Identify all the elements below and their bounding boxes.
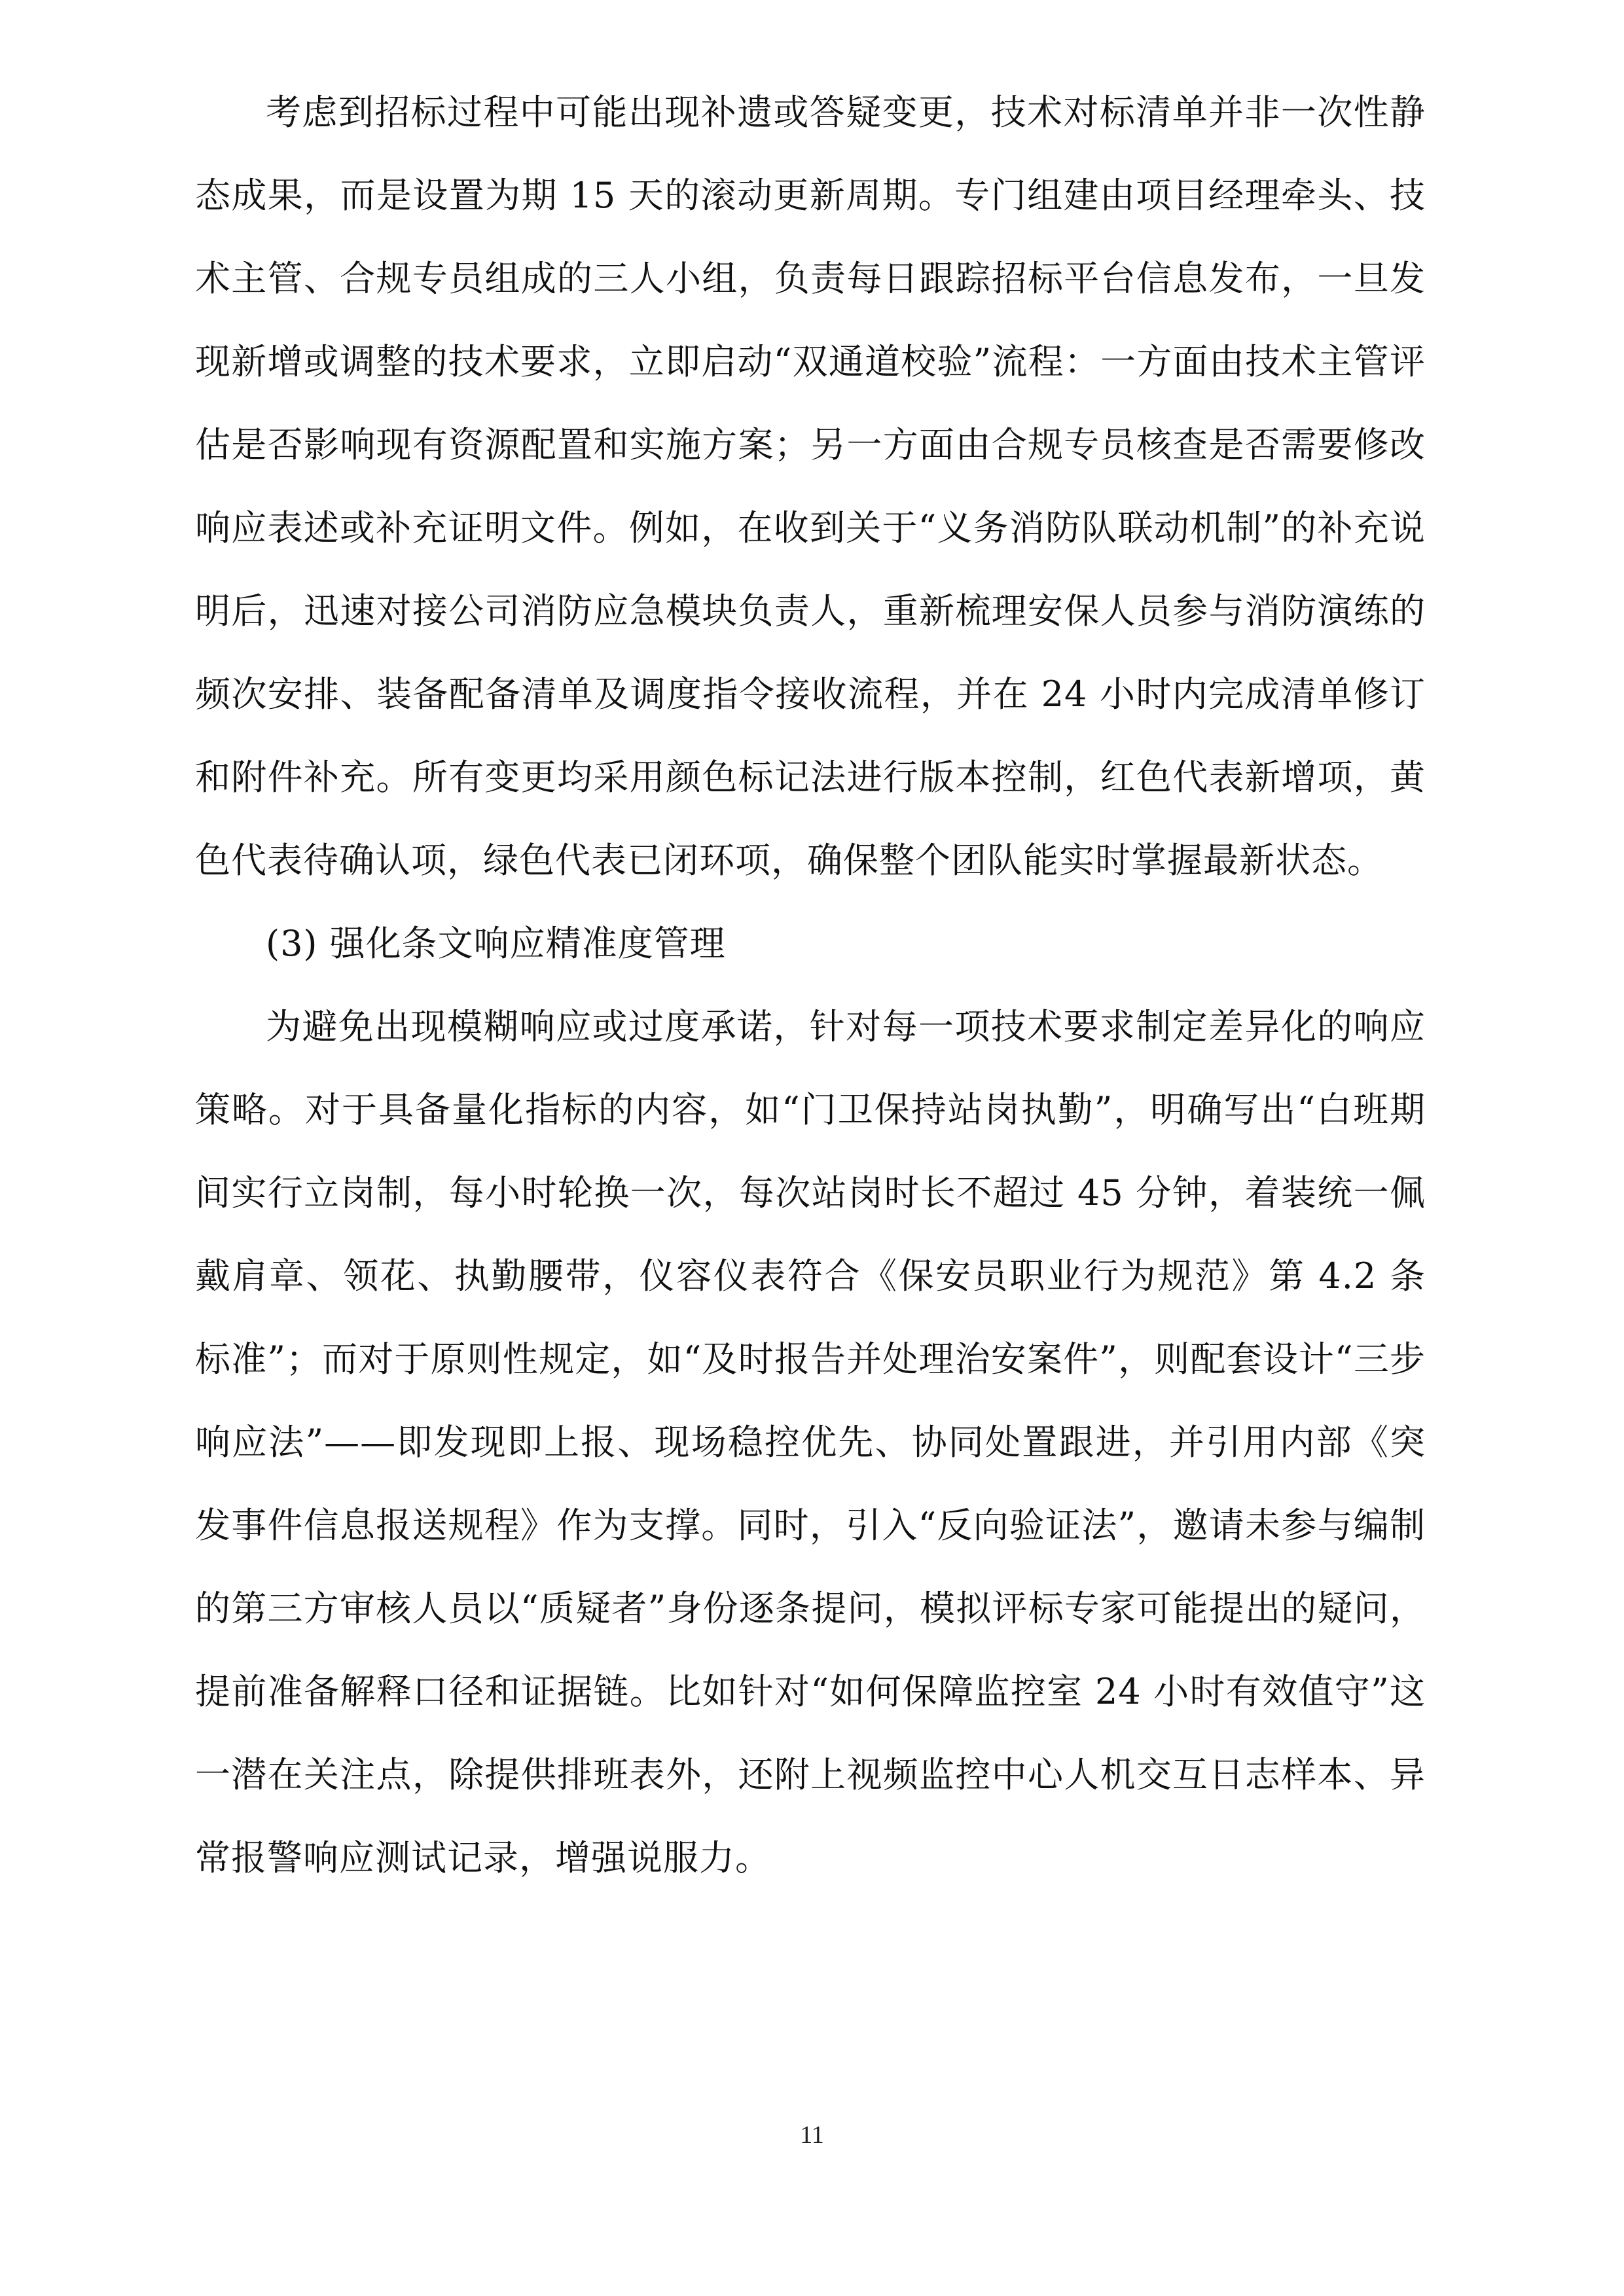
paragraph-response-accuracy: 为避免出现模糊响应或过度承诺，针对每一项技术要求制定差异化的响应策略。对于具备量化指标的内容，如“门卫保持站岗执勤”，明确写出“白班期间实行立岗制，每小时轮换一次，每次站岗时长不超过 45 分钟，着装统一佩戴肩章、领花、执勤腰带，仪容仪表符合《保安员职业行为规范》第 4.2 条标准”；而对于原则性规定，如“及时报告并处理治安案件”，则配套设计“三步响应法”——即发现即上报、现场稳控优先、协同处置跟进，并引用内部《突发事件信息报送规程》作为支撑。同时，引入“反向验证法”，邀请未参与编制的第三方审核人员以“质疑者”身份逐条提问，模拟评标专家可能提出的疑问，提前准备解释口径和证据链。比如针对“如何保障监控室 24 小时有效值守”这一潜在关注点，除提供排班表外，还附上视频监控中心人机交互日志样本、异常报警响应测试记录，增强说服力。 <box>195 1006 1426 1878</box>
page-body <box>195 71 1426 1899</box>
section-heading: (3) 强化条文响应精准度管理 <box>266 923 726 964</box>
page-number: 11 <box>800 2121 824 2149</box>
paragraph-rolling-update: 考虑到招标过程中可能出现补遗或答疑变更，技术对标清单并非一次性静态成果，而是设置为期 15 天的滚动更新周期。专门组建由项目经理牵头、技术主管、合规专员组成的三人小组，负责每日跟踪招标平台信息发布，一旦发现新增或调整的技术要求，立即启动“双通道校验”流程：一方面由技术主管评估是否影响现有资源配置和实施方案；另一方面由合规专员核查是否需要修改响应表述或补充证明文件。例如，在收到关于“义务消防队联动机制”的补充说明后，迅速对接公司消防应急模块负责人，重新梳理安保人员参与消防演练的频次安排、装备配备清单及调度指令接收流程，并在 24 小时内完成清单修订和附件补充。所有变更均采用颜色标记法进行版本控制，红色代表新增项，黄色代表待确认项，绿色代表已闭环项，确保整个团队能实时掌握最新状态。 <box>195 92 1426 881</box>
